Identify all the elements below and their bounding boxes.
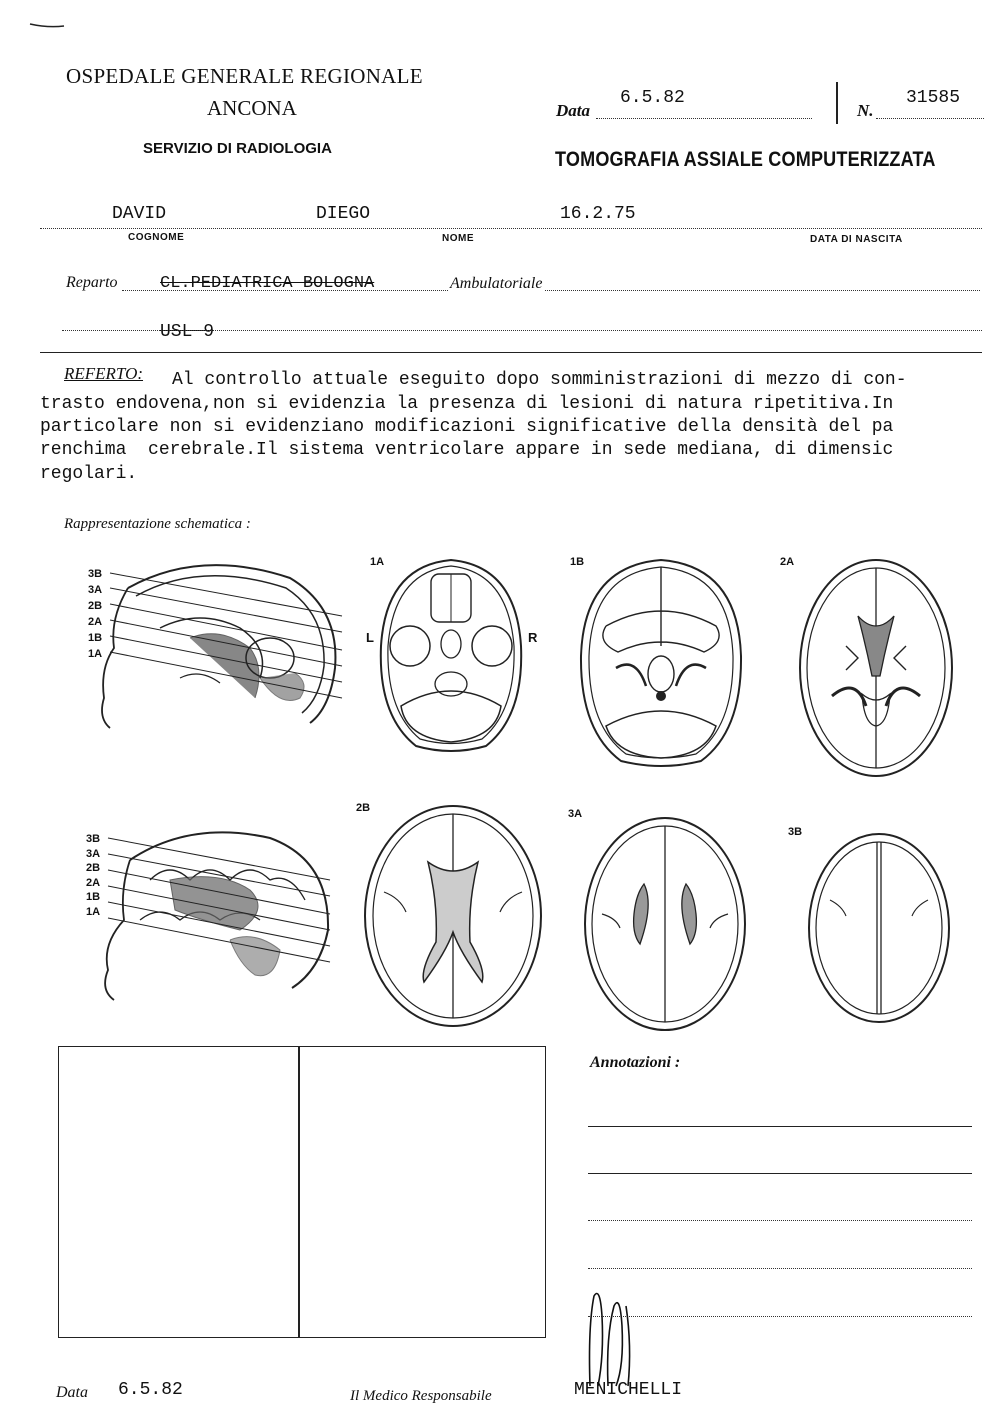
patient-surname: DAVID <box>112 204 167 224</box>
report-line-1: Al controllo attuale eseguito dopo somministrazioni di mezzo di con- <box>172 370 907 390</box>
ward-value: CL.PEDIATRICA BOLOGNA <box>160 274 375 293</box>
number-label: N. <box>857 101 874 120</box>
side-left-label: L <box>366 630 374 645</box>
level-label: 3B <box>88 568 103 580</box>
annotation-line-1 <box>588 1126 972 1127</box>
annotations-label: Annotazioni : <box>590 1054 681 1071</box>
level-labels-top <box>88 566 102 662</box>
ward-second-value: USL 9 <box>160 322 215 342</box>
level-label: 3A <box>88 584 103 596</box>
footer-date-value: 6.5.82 <box>118 1380 183 1400</box>
level-labels-bottom <box>86 832 100 919</box>
level-label: 3B <box>86 833 101 845</box>
birth-label: DATA DI NASCITA <box>810 234 903 245</box>
slice-label-1b: 1B <box>570 556 585 568</box>
hospital-city: ANCONA <box>207 96 297 120</box>
footer-date-label: Data <box>56 1384 88 1401</box>
number-value: 31585 <box>906 88 961 108</box>
side-right-label: R <box>528 630 538 645</box>
level-label: 2A <box>88 616 103 628</box>
report-line-5: regolari. <box>40 464 138 484</box>
annotation-line-4 <box>588 1268 972 1269</box>
ward-separator <box>40 352 982 353</box>
slice-label-3a: 3A <box>568 808 583 820</box>
date-value: 6.5.82 <box>620 88 685 108</box>
report-line-4: renchima cerebrale.Il sistema ventricolare appare in sede mediana, di dimensic <box>40 440 894 460</box>
department-name: SERVIZIO DI RADIOLOGIA <box>143 140 332 157</box>
doctor-label: Il Medico Responsabile <box>350 1388 492 1404</box>
axial-slice-3b <box>804 830 954 1026</box>
slice-label-1a: 1A <box>370 556 385 568</box>
slice-label-2a: 2A <box>780 556 795 568</box>
number-divider <box>836 82 838 124</box>
patient-line <box>40 228 982 229</box>
level-label: 1A <box>86 905 101 918</box>
report-label: REFERTO: <box>64 364 144 383</box>
level-label: 2B <box>86 862 101 874</box>
ward-label: Reparto <box>66 274 118 291</box>
sagittal-brain-diagram <box>80 820 340 1010</box>
level-label: 1A <box>88 648 103 660</box>
axial-slice-2b <box>360 802 546 1030</box>
level-label: 2A <box>86 876 101 889</box>
sagittal-head-diagram <box>80 548 350 738</box>
level-label: 1B <box>86 891 101 903</box>
patient-name: DIEGO <box>316 204 371 224</box>
date-label: Data <box>556 101 590 120</box>
surname-label: COGNOME <box>128 232 185 243</box>
axial-slice-1a <box>376 556 526 756</box>
slice-label-2b: 2B <box>356 802 371 814</box>
doctor-name: MENICHELLI <box>574 1380 683 1400</box>
patient-birth-date: 16.2.75 <box>560 204 636 224</box>
ward-second-line <box>62 330 982 331</box>
level-label: 2B <box>88 600 103 612</box>
image-box-right <box>298 1046 546 1338</box>
number-line <box>876 118 984 119</box>
outpatient-label: Ambulatoriale <box>450 275 543 292</box>
schematic-title: Rappresentazione schematica : <box>64 516 251 532</box>
report-line-3: particolare non si evidenziano modificazioni significative della densità del pa <box>40 417 894 437</box>
name-label: NOME <box>442 233 474 244</box>
exam-title: TOMOGRAFIA ASSIALE COMPUTERIZZATA <box>555 148 936 171</box>
corner-mark <box>28 14 68 34</box>
level-label: 1B <box>88 632 103 644</box>
annotation-line-2 <box>588 1173 972 1174</box>
report-line-2: trasto endovena,non si evidenzia la presenza di lesioni di natura ripetitiva.In <box>40 394 894 414</box>
axial-slice-1b <box>576 556 746 771</box>
image-box-left <box>58 1046 300 1338</box>
annotation-line-3 <box>588 1220 972 1221</box>
slice-label-3b: 3B <box>788 826 803 838</box>
axial-slice-2a <box>796 556 956 780</box>
axial-slice-3a <box>580 814 750 1034</box>
hospital-name: OSPEDALE GENERALE REGIONALE <box>66 64 423 88</box>
level-label: 3A <box>86 847 101 860</box>
date-line <box>596 118 812 119</box>
